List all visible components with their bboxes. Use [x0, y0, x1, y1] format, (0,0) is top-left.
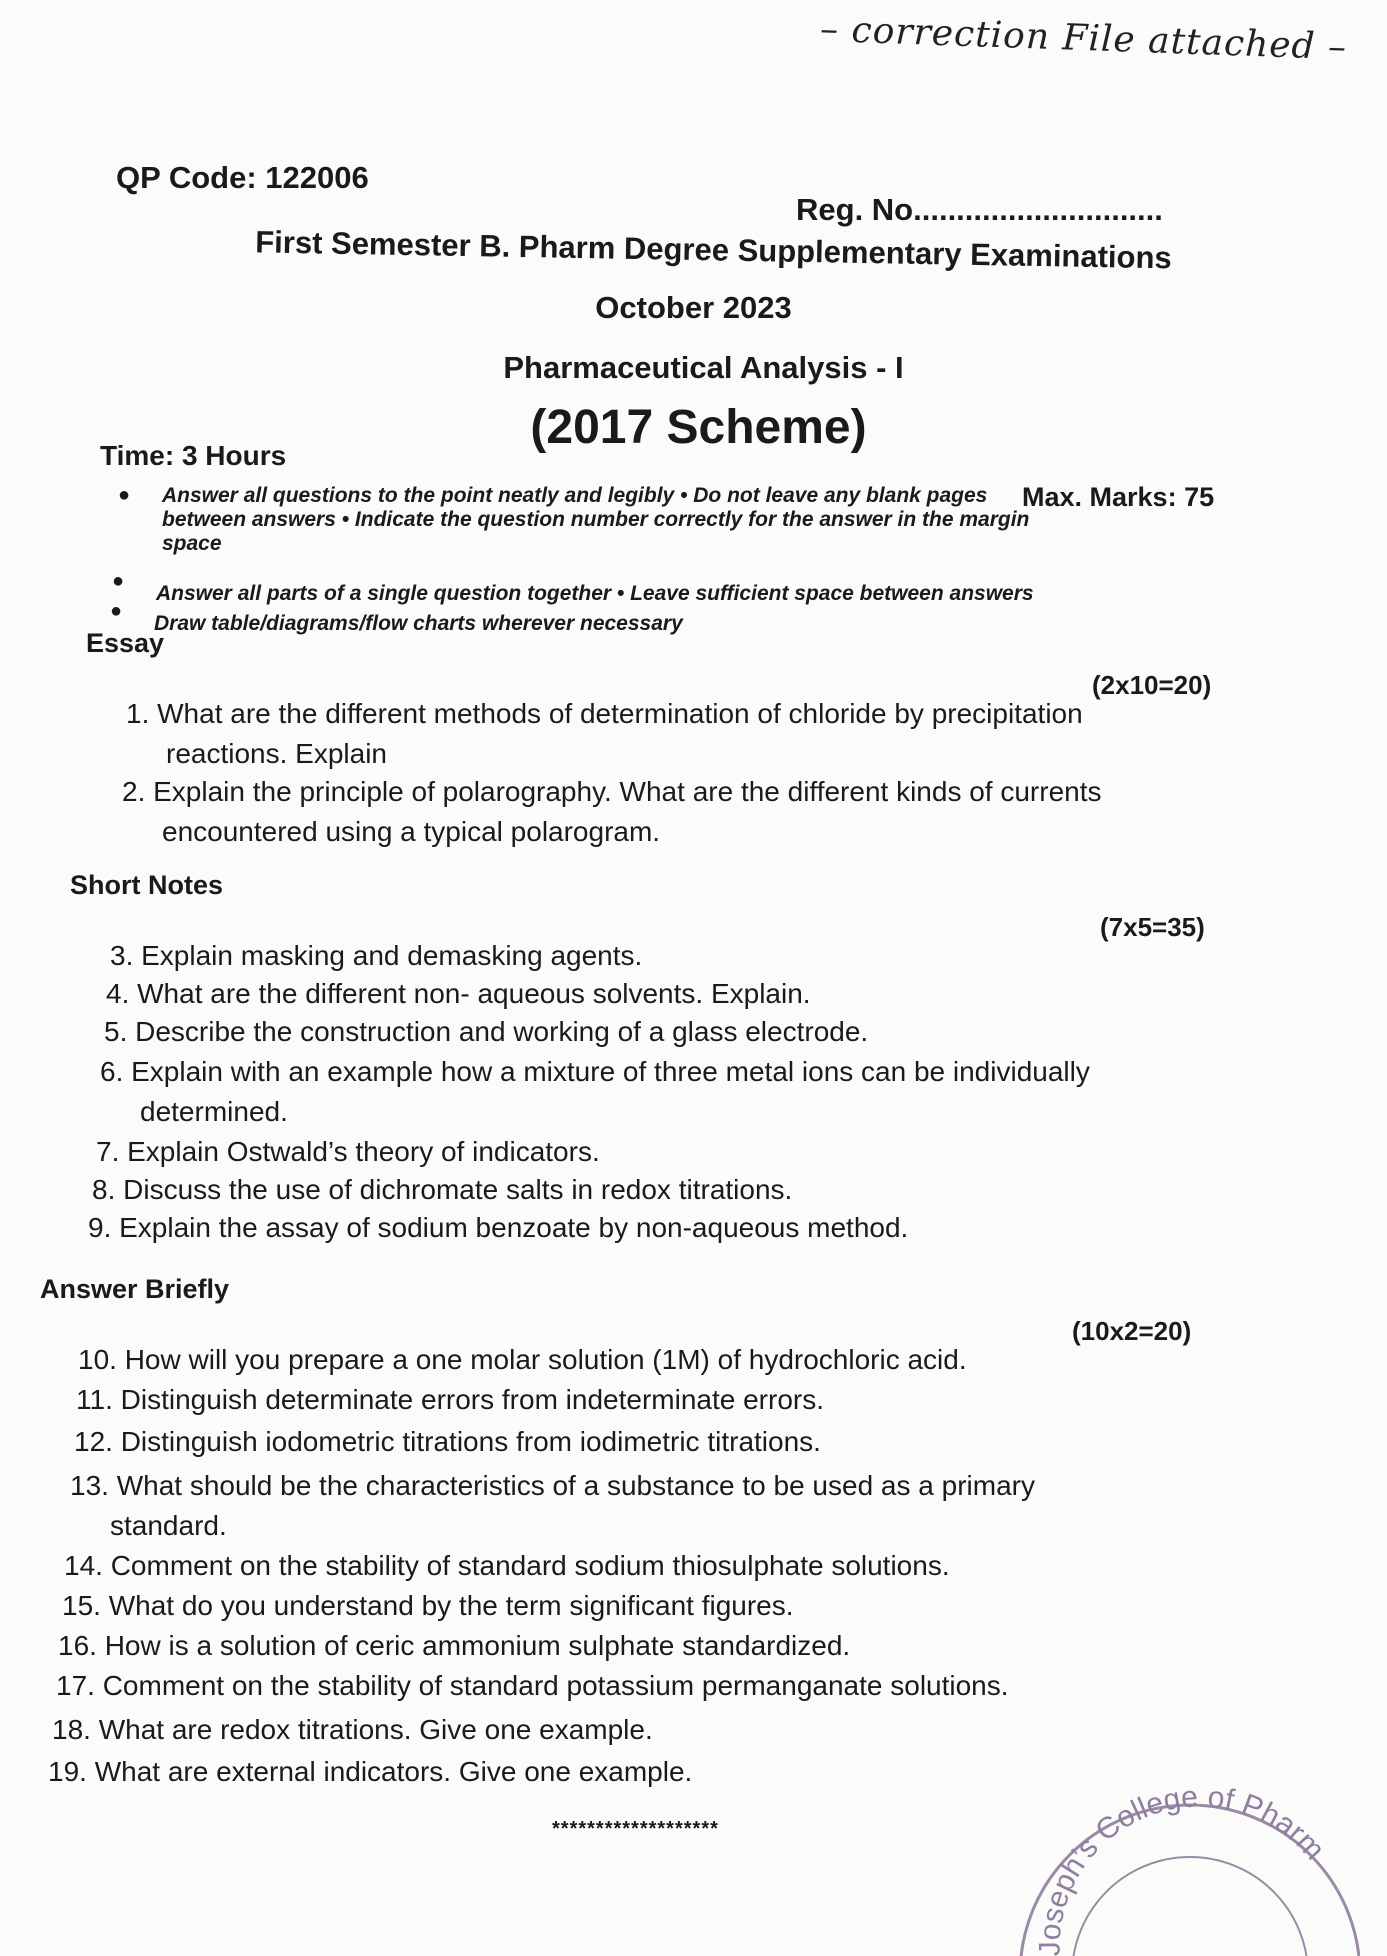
section-marks-essay: (2x10=20) — [1092, 670, 1212, 700]
question-item: 7. Explain Ostwald’s theory of indicators. — [96, 1136, 600, 1167]
question-item: 1. What are the different methods of determination of chloride by precipitation — [126, 698, 1083, 729]
question-item: 9. Explain the assay of sodium benzoate by non-aqueous method. — [88, 1212, 909, 1243]
max-marks: Max. Marks: 75 — [1022, 482, 1215, 512]
instruction-line: Answer all parts of a single question together • Leave sufficient space between answers — [156, 582, 1034, 605]
bullet-icon: ● — [118, 484, 131, 506]
question-item: 16. How is a solution of ceric ammonium sulphate standardized. — [58, 1630, 851, 1661]
exam-title: First Semester B. Pharm Degree Supplementary Examinations — [254, 224, 1173, 276]
question-item: 10. How will you prepare a one molar solution (1M) of hydrochloric acid. — [78, 1344, 967, 1375]
question-item: 15. What do you understand by the term significant figures. — [62, 1590, 794, 1621]
question-item-continued: determined. — [140, 1096, 288, 1127]
question-item: 13. What should be the characteristics of a substance to be used as a primary — [70, 1470, 1035, 1501]
section-heading-answer-briefly: Answer Briefly — [40, 1274, 230, 1304]
subject-title: Pharmaceutical Analysis - I — [503, 350, 904, 385]
section-heading-short-notes: Short Notes — [70, 870, 224, 900]
college-stamp — [1000, 1785, 1360, 1956]
end-marker: ******************* — [552, 1818, 719, 1840]
question-item: 2. Explain the principle of polarography. What are the different kinds of currents — [122, 776, 1102, 807]
question-item-continued: encountered using a typical polarogram. — [162, 816, 661, 847]
question-item: 12. Distinguish iodometric titrations from iodimetric titrations. — [74, 1426, 821, 1457]
bullet-icon: ● — [110, 600, 123, 622]
handwritten-note: – correction File attached – — [819, 8, 1348, 69]
bullet-icon: ● — [112, 570, 125, 592]
exam-month: October 2023 — [595, 290, 792, 325]
question-item: 14. Comment on the stability of standard sodium thiosulphate solutions. — [64, 1550, 950, 1581]
question-item: 5. Describe the construction and working of a glass electrode. — [104, 1016, 869, 1047]
section-marks-answer-briefly: (10x2=20) — [1072, 1316, 1192, 1346]
section-heading-essay: Essay — [86, 628, 165, 658]
svg-text:Joseph’s College of Pharm: Joseph’s College of Pharm — [1033, 1785, 1331, 1956]
reg-no: Reg. No............................. — [796, 192, 1163, 227]
question-item: 3. Explain masking and demasking agents. — [110, 940, 643, 971]
question-item-continued: standard. — [110, 1510, 227, 1541]
time-allowed: Time: 3 Hours — [100, 440, 287, 471]
instruction-line: Draw table/diagrams/flow charts wherever necessary — [154, 612, 683, 635]
instruction-line: space — [162, 532, 222, 555]
question-item: 19. What are external indicators. Give one example. — [48, 1756, 693, 1787]
scheme-title: (2017 Scheme) — [530, 401, 867, 454]
question-item: 4. What are the different non- aqueous solvents. Explain. — [106, 978, 811, 1009]
section-marks-short-notes: (7x5=35) — [1100, 912, 1205, 942]
question-item: 6. Explain with an example how a mixture of three metal ions can be individually — [100, 1056, 1090, 1087]
question-item: 8. Discuss the use of dichromate salts in redox titrations. — [92, 1174, 793, 1205]
question-item: 17. Comment on the stability of standard potassium permanganate solutions. — [56, 1670, 1009, 1701]
question-item: 11. Distinguish determinate errors from indeterminate errors. — [76, 1384, 825, 1415]
instruction-line: Answer all questions to the point neatly and legibly • Do not leave any blank pages — [162, 484, 988, 507]
question-item: 18. What are redox titrations. Give one example. — [52, 1714, 653, 1745]
instruction-line: between answers • Indicate the question number correctly for the answer in the margin — [162, 508, 1030, 531]
qp-code: QP Code: 122006 — [116, 160, 369, 195]
question-item-continued: reactions. Explain — [166, 738, 388, 769]
